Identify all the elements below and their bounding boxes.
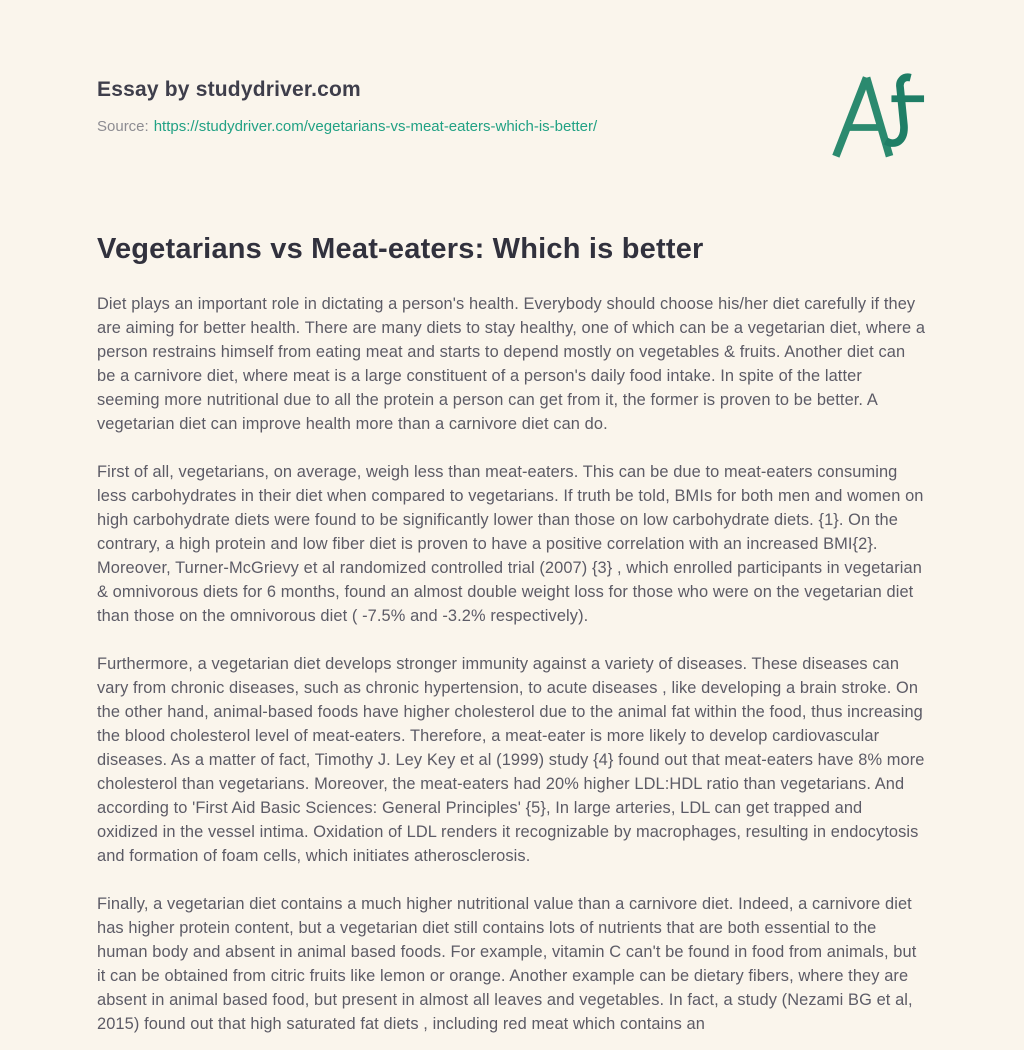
source-label: Source:	[97, 118, 149, 135]
essay-title: Vegetarians vs Meat-eaters: Which is better	[97, 233, 704, 265]
essay-paragraph: Diet plays an important role in dictating a person's health. Everybody should choose his/her diet carefully if they are aiming for better health. There are many diets to stay healthy, one of which can be a vegetarian diet, where a person restrains himself from eating meat and starts to depend mostly on vegetables & fruits. Another diet can be a carnivore diet, where meat is a large constituent of a person's daily food intake. In spite of the latter seeming more nutritional due to all the protein a person can get from it, the former is proven to be better. A vegetarian diet can improve health more than a carnivore diet can do.	[97, 295, 926, 433]
source-link[interactable]: https://studydriver.com/vegetarians-vs-meat-eaters-which-is-better/	[153, 118, 598, 135]
essay-paragraph: Finally, a vegetarian diet contains a much higher nutritional value than a carnivore diet. Indeed, a carnivore diet has higher protein content, but a vegetarian diet still contains lots of nutrients that are both essential to the human body and absent in animal based foods. For example, vitamin C can't be found in food from animals, but it can be obtained from citric fruits like lemon or orange. Another example can be dietary fibers, where they are absent in animal based food, but present in almost all leaves and vegetables. In fact, a study (Nezami BG et al, 2015) found out that high saturated fat diets , including red meat which contains an	[97, 895, 917, 1033]
essay-body	[97, 292, 927, 1036]
essay-paragraph: First of all, vegetarians, on average, weigh less than meat-eaters. This can be due to meat-eaters consuming less carbohydrates in their diet when compared to vegetarians. If truth be told, BMIs for both men and women on high carbohydrate diets were found to be significantly lower than those on low carbohydrate diets. {1}. On the contrary, a high protein and low fiber diet is proven to have a positive correlation with an increased BMI{2}. Moreover, Turner-McGrievy et al randomized controlled trial (2007) {3} , which enrolled participants in vegetarian & omnivorous diets for 6 months, found an almost double weight loss for those who were on the vegetarian diet than those on the omnivorous diet ( -7.5% and -3.2% respectively).	[97, 463, 924, 625]
essay-paragraph: Furthermore, a vegetarian diet develops stronger immunity against a variety of diseases. These diseases can vary from chronic diseases, such as chronic hypertension, to acute diseases , like developing a brain stroke. On the other hand, animal-based foods have higher cholesterol due to the animal fat within the food, thus increasing the blood cholesterol level of meat-eaters. Therefore, a meat-eater is more likely to develop cardiovascular diseases. As a matter of fact, Timothy J. Ley Key et al (1999) study {4} found out that meat-eaters have 8% more cholesterol than vegetarians. Moreover, the meat-eaters had 20% higher LDL:HDL ratio than vegetarians. And according to 'First Aid Basic Sciences: General Principles' {5}, In large arteries, LDL can get trapped and oxidized in the vessel intima. Oxidation of LDL renders it recognizable by macrophages, resulting in endocytosis and formation of foam cells, which initiates atherosclerosis.	[97, 655, 925, 865]
studydriver-logo-icon	[826, 70, 932, 162]
source-line	[97, 118, 927, 135]
byline: Essay by studydriver.com	[97, 78, 361, 101]
